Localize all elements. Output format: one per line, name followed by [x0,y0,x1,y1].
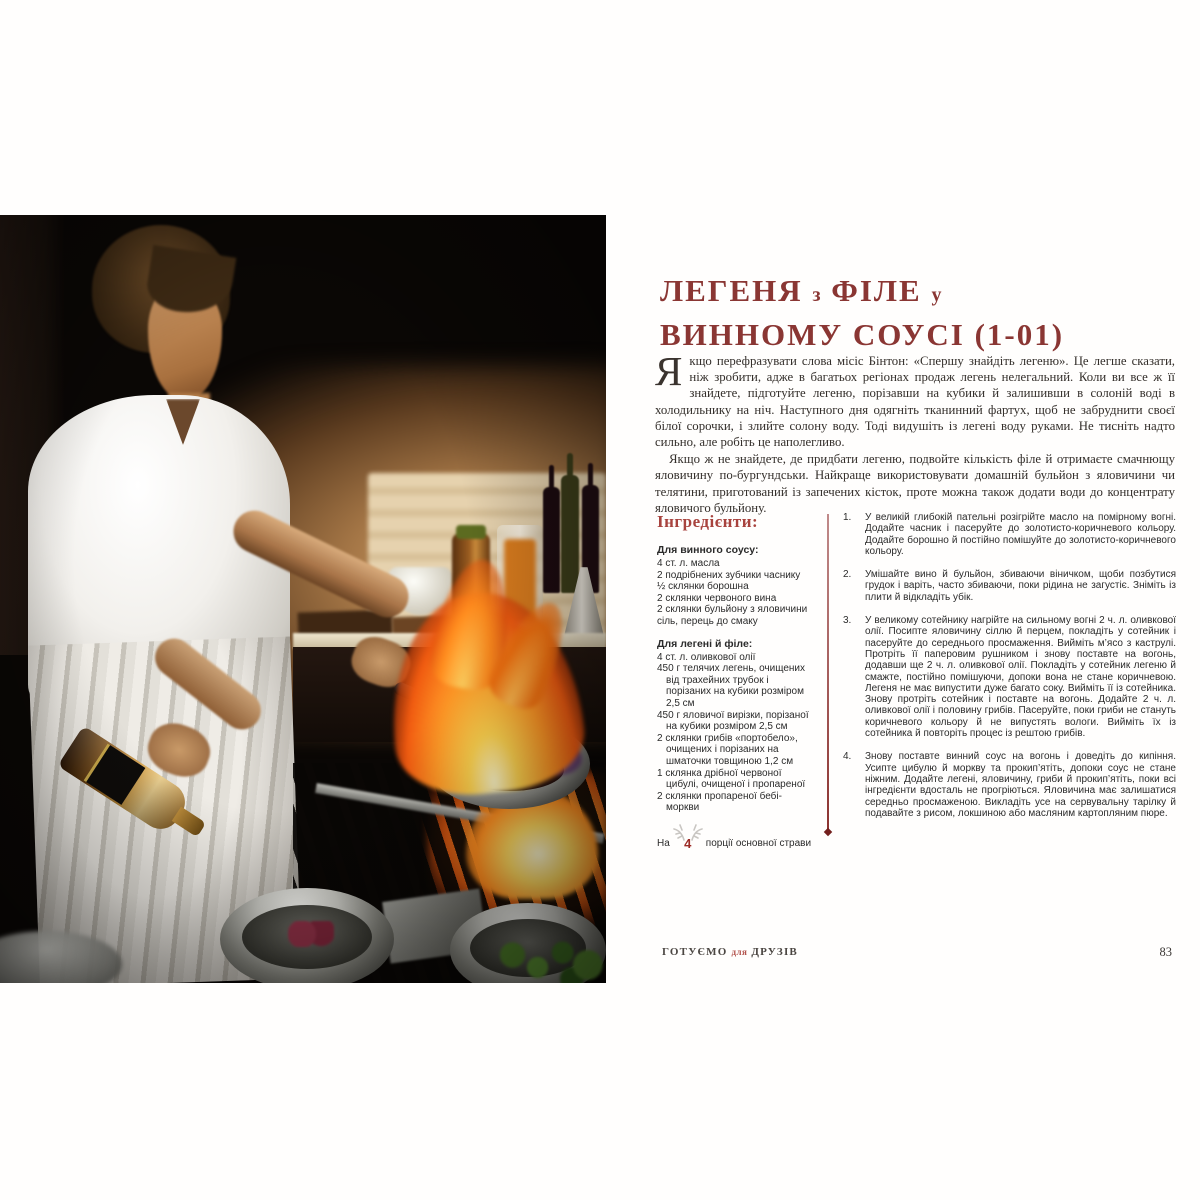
recipe-intro [655,348,1175,516]
ingredient-item: 2 склянки бульйону з яловичини [657,604,808,616]
title-word: ФІЛЕ [831,272,922,308]
ingredient-group-title: Для винного соусу: [657,544,759,556]
ingredient-item: 2 подрібнених зубчики часнику [657,569,801,581]
title-word-small: з [812,283,822,306]
drop-cap: Я [655,348,683,394]
ingredient-item: 4 ст. л. оливкової олії [657,651,756,663]
step-number: 4. [843,751,852,763]
servings-note [657,836,815,852]
title-word: ЛЕГЕНЯ [660,272,803,308]
footer-word-1: ГОТУЄМО [662,946,728,958]
footer-word-accent: для [731,947,748,957]
ingredients-header: Інгредієнти: [657,512,759,531]
page-number: 83 [1159,945,1172,959]
red-divider-arrow [827,514,829,832]
instructions-section [843,512,1176,831]
step-number: 1. [843,512,852,523]
servings-count: 4 [684,835,692,851]
photo-vignette [0,215,606,983]
ingredient-item: 4 ст. л. масла [657,558,720,569]
ingredient-item: сіль, перець до смаку [657,615,758,627]
title-word-small: у [931,283,943,306]
ingredient-item: 1 склянка дрібної червоної цибулі, очищеної і пропареної [657,767,806,791]
ingredient-item: 2 склянки грибів «портобело», очищених і порізаних на шматочки товщиною 1,2 см [657,732,798,767]
intro-paragraph-2: Якщо ж не знайдете, де придбати легеню, подвойте кількість філе й отримаєте смачнющу яловичину по-бургундськи. Найкраще використовувати домашній бульйон з яловичини чи телятини, приготований із запечених кісток, проте можна також додати води до концентрату яловичого бульйону. [655,452,1175,515]
ingredient-item: 450 г яловичої вирізки, порізаної на кубики розміром 2,5 см [657,709,809,733]
ingredient-item: 2 склянки червоного вина [657,592,777,604]
instruction-step [843,569,1176,603]
ingredient-item: 450 г телячих легень, очищених від трахейних трубок і порізаних на кубики розміром 2,5 см [657,663,806,709]
instruction-step [843,512,1176,557]
ingredient-group-title: Для легені й філе: [657,637,753,650]
footer-word-2: ДРУЗІВ [751,946,798,958]
instruction-step [843,615,1176,739]
title-line2: ВИННОМУ СОУСІ (1-01) [660,316,1065,352]
ingredient-item: 2 склянки пропареної бебі-моркви [657,790,782,814]
running-footer [662,946,798,958]
step-text: У великій глибокій пательні розігрійте масло на помірному вогні. Додайте часник і пасеруйте до золотисто-коричневого кольору. Додайте борошно й постійно помішуйте до золотисто-коричневого кольору. [865,512,1176,557]
ingredients-section [657,512,815,852]
intro-text-1: кщо перефразувати слова місіс Бінтон: «Спершу знайдіть легеню». Це легше сказати, ніж зробити, адже в багатьох регіонах продаж легень нелегальний. Коли ви все ж її знайдете, підготуйте легеню, порізавши на кубики й залишивши в солоній воді в холодильнику на ніч. Наступного дня одягніть тканинний фартух, щоб не забруднити своєї білої сорочки, і злийте солону воду. Тоді видушіть із легені воду руками. Не тисніть надто сильно, але робіть це наполегливо. [655,354,1175,450]
instruction-step [843,751,1176,819]
ingredient-group-sauce [657,544,815,628]
ingredient-group-lung [657,638,815,814]
servings-suffix: порції основної страви [705,838,812,850]
step-text: Знову поставте винний соус на вогонь і доведіть до кипіння. Усипте цибулю й моркву та прокип’ятіть, допоки соус не стане ніжним. Додайте легені, яловичину, гриби й прокип’ятіть, поки всі інгредієнти вдосталь не прогріються. Яловичина має залишатися середньо просмаженою. Викладіть усе на сервувальну тарілку й подавайте з рисом, локшиною або масляним картопляним пюре. [865,751,1176,819]
ingredient-item: ½ склянки борошна [657,581,749,593]
step-text: У великому сотейнику нагрійте на сильному вогні 2 ч. л. оливкової олії. Посипте яловичину сіллю й перцем, покладіть у сотейник і пасеруйте до середнього просмаження. Вийміть м’ясо з каструлі. Протріть її паперовим рушником і знову поставте на вогонь, додавши ще 2 ч. л. оливкової олії. Покладіть у сотейник легеню й смажте, постійно помішуючи, допоки вона не стане коричневою. Легеня не має випустити дуже багато соку. Вийміть її із сотейника. Знову протріть сотейник і поставте на вогонь. Додайте 2 ч. л. оливкової олії і половину грибів. Пасеруйте, поки гриби не стануть коричневого кольору й не випустять вологи. Вийміть їх із сотейника й повторіть процес із рештою грибів. [865,615,1176,740]
servings-prefix: На [657,838,670,850]
servings-badge [677,836,699,852]
step-number: 2. [843,569,852,581]
step-number: 3. [843,615,852,627]
kitchen-photo [0,215,606,983]
intro-paragraph-1 [655,348,1175,450]
step-text: Умішайте вино й бульйон, збиваючи віничком, щоби позбутися грудок і варіть, часто збиваючи, поки рідина не загустіє. Зніміть із плити й відкладіть убік. [865,569,1176,603]
recipe-title [660,271,1172,355]
